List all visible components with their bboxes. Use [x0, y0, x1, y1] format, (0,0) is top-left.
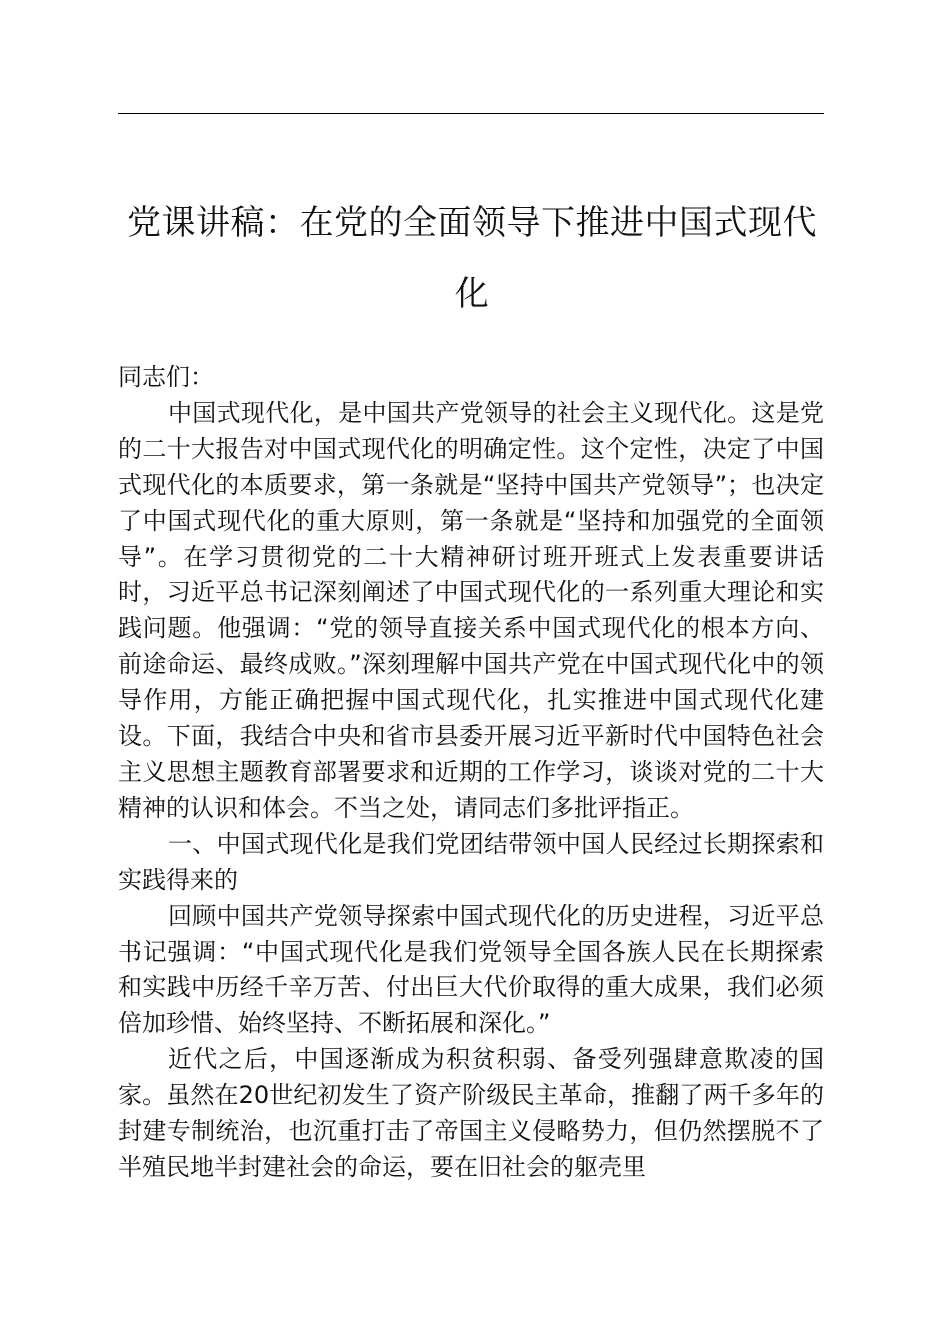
- document-body: [118, 360, 824, 1186]
- paragraph-intro: 中国式现代化，是中国共产党领导的社会主义现代化。这是党的二十大报告对中国式现代化的明确定性。这个定性，决定了中国式现代化的本质要求，第一条就是“坚持中国共产党领导”；也决定了中国式现代化的重大原则，第一条就是“坚持和加强党的全面领导”。在学习贯彻党的二十大精神研讨班开班式上发表重要讲话时，习近平总书记深刻阐述了中国式现代化的一系列重大理论和实践问题。他强调：“党的领导直接关系中国式现代化的根本方向、前途命运、最终成败。”深刻理解中国共产党在中国式现代化中的领导作用，方能正确把握中国式现代化，扎实推进中国式现代化建设。下面，我结合中央和省市县委开展习近平新时代中国特色社会主义思想主题教育部署要求和近期的工作学习，谈谈对党的二十大精神的认识和体会。不当之处，请同志们多批评指正。: [118, 398, 824, 822]
- section-heading-1: 一、中国式现代化是我们党团结带领中国人民经过长期探索和实践得来的: [118, 829, 824, 894]
- salutation: 同志们：: [118, 363, 214, 391]
- document-title: 党课讲稿：在党的全面领导下推进中国式现代化: [127, 203, 817, 314]
- paragraph-quote: 回顾中国共产党领导探索中国式现代化的历史进程，习近平总书记强调：“中国式现代化是我们党领导全国各族人民在长期探索和实践中历经千辛万苦、付出巨大代价取得的重大成果，我们必须倍加珍惜、始终坚持、不断拓展和深化。”: [118, 901, 824, 1038]
- paragraph-history: 近代之后，中国逐渐成为积贫积弱、备受列强肆意欺凌的国家。虽然在20世纪初发生了资产阶级民主革命，推翻了两千多年的封建专制统治，也沉重打击了帝国主义侵略势力，但仍然摆脱不了半殖民地半封建社会的命运，要在旧社会的躯壳里: [118, 1045, 824, 1181]
- header-rule: [118, 113, 824, 114]
